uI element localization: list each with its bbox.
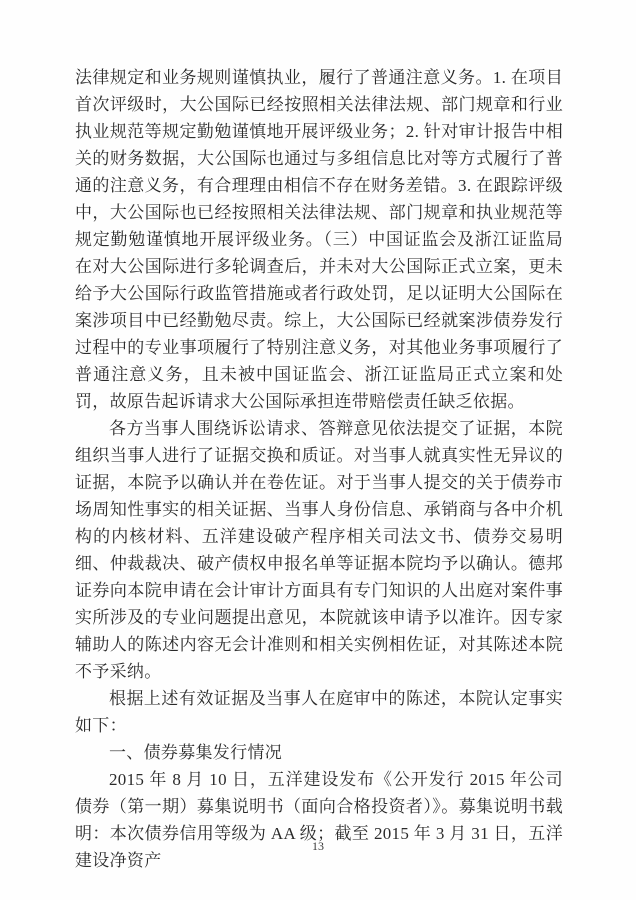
document-body <box>75 64 563 874</box>
body-paragraph-continuation: 法律规定和业务规则谨慎执业，履行了普通注意义务。1. 在项目首次评级时，大公国际已经按照相关法律法规、部门规章和行业执业规范等规定勤勉谨慎地开展评级业务；2. 针对审计报告中相关的财务数据，大公国际也通过与多组信息比对等方式履行了普通的注意义务，有合理理由相信不存在财务差错。3. 在跟踪评级中，大公国际也已经按照相关法律法规、部门规章和执业规范等规定勤勉谨慎地开展评级业务。（三）中国证监会及浙江证监局在对大公国际进行多轮调查后，并未对大公国际正式立案，更未给予大公国际行政监管措施或者行政处罚，足以证明大公国际在案涉项目中已经勤勉尽责。综上，大公国际已经就案涉债券发行过程中的专业事项履行了特别注意义务，对其他业务事项履行了普通注意义务，且未被中国证监会、浙江证监局正式立案和处罚，故原告起诉请求大公国际承担连带赔偿责任缺乏依据。 <box>75 68 563 411</box>
page-number: 13 <box>312 839 324 853</box>
body-paragraph-findings-intro: 根据上述有效证据及当事人在庭审中的陈述，本院认定事实如下： <box>75 689 563 735</box>
body-paragraph-prospectus: 2015 年 8 月 10 日，五洋建设发布《公开发行 2015 年公司债券（第一期）募集说明书（面向合格投资者）》。募集说明书载明：本次债券信用等级为 AA 级；截至 2015 年 3 月 31 日，五洋建设净资产 <box>75 770 563 870</box>
body-paragraph-evidence: 各方当事人围绕诉讼请求、答辩意见依法提交了证据，本院组织当事人进行了证据交换和质证。对当事人就真实性无异议的证据，本院予以确认并在卷佐证。对于当事人提交的关于债券市场周知性事实的相关证据、当事人身份信息、承销商与各中介机构的内核材料、五洋建设破产程序相关司法文书、债券交易明细、仲裁裁决、破产债权申报名单等证据本院均予以确认。德邦证券向本院申请在会计审计方面具有专门知识的人出庭对案件事实所涉及的专业问题提出意见，本院就该申请予以准许。因专家辅助人的陈述内容无会计准则和相关实例相佐证，对其陈述本院不予采纳。 <box>75 419 563 681</box>
section-heading-bond-issuance: 一、债券募集发行情况 <box>109 743 282 762</box>
